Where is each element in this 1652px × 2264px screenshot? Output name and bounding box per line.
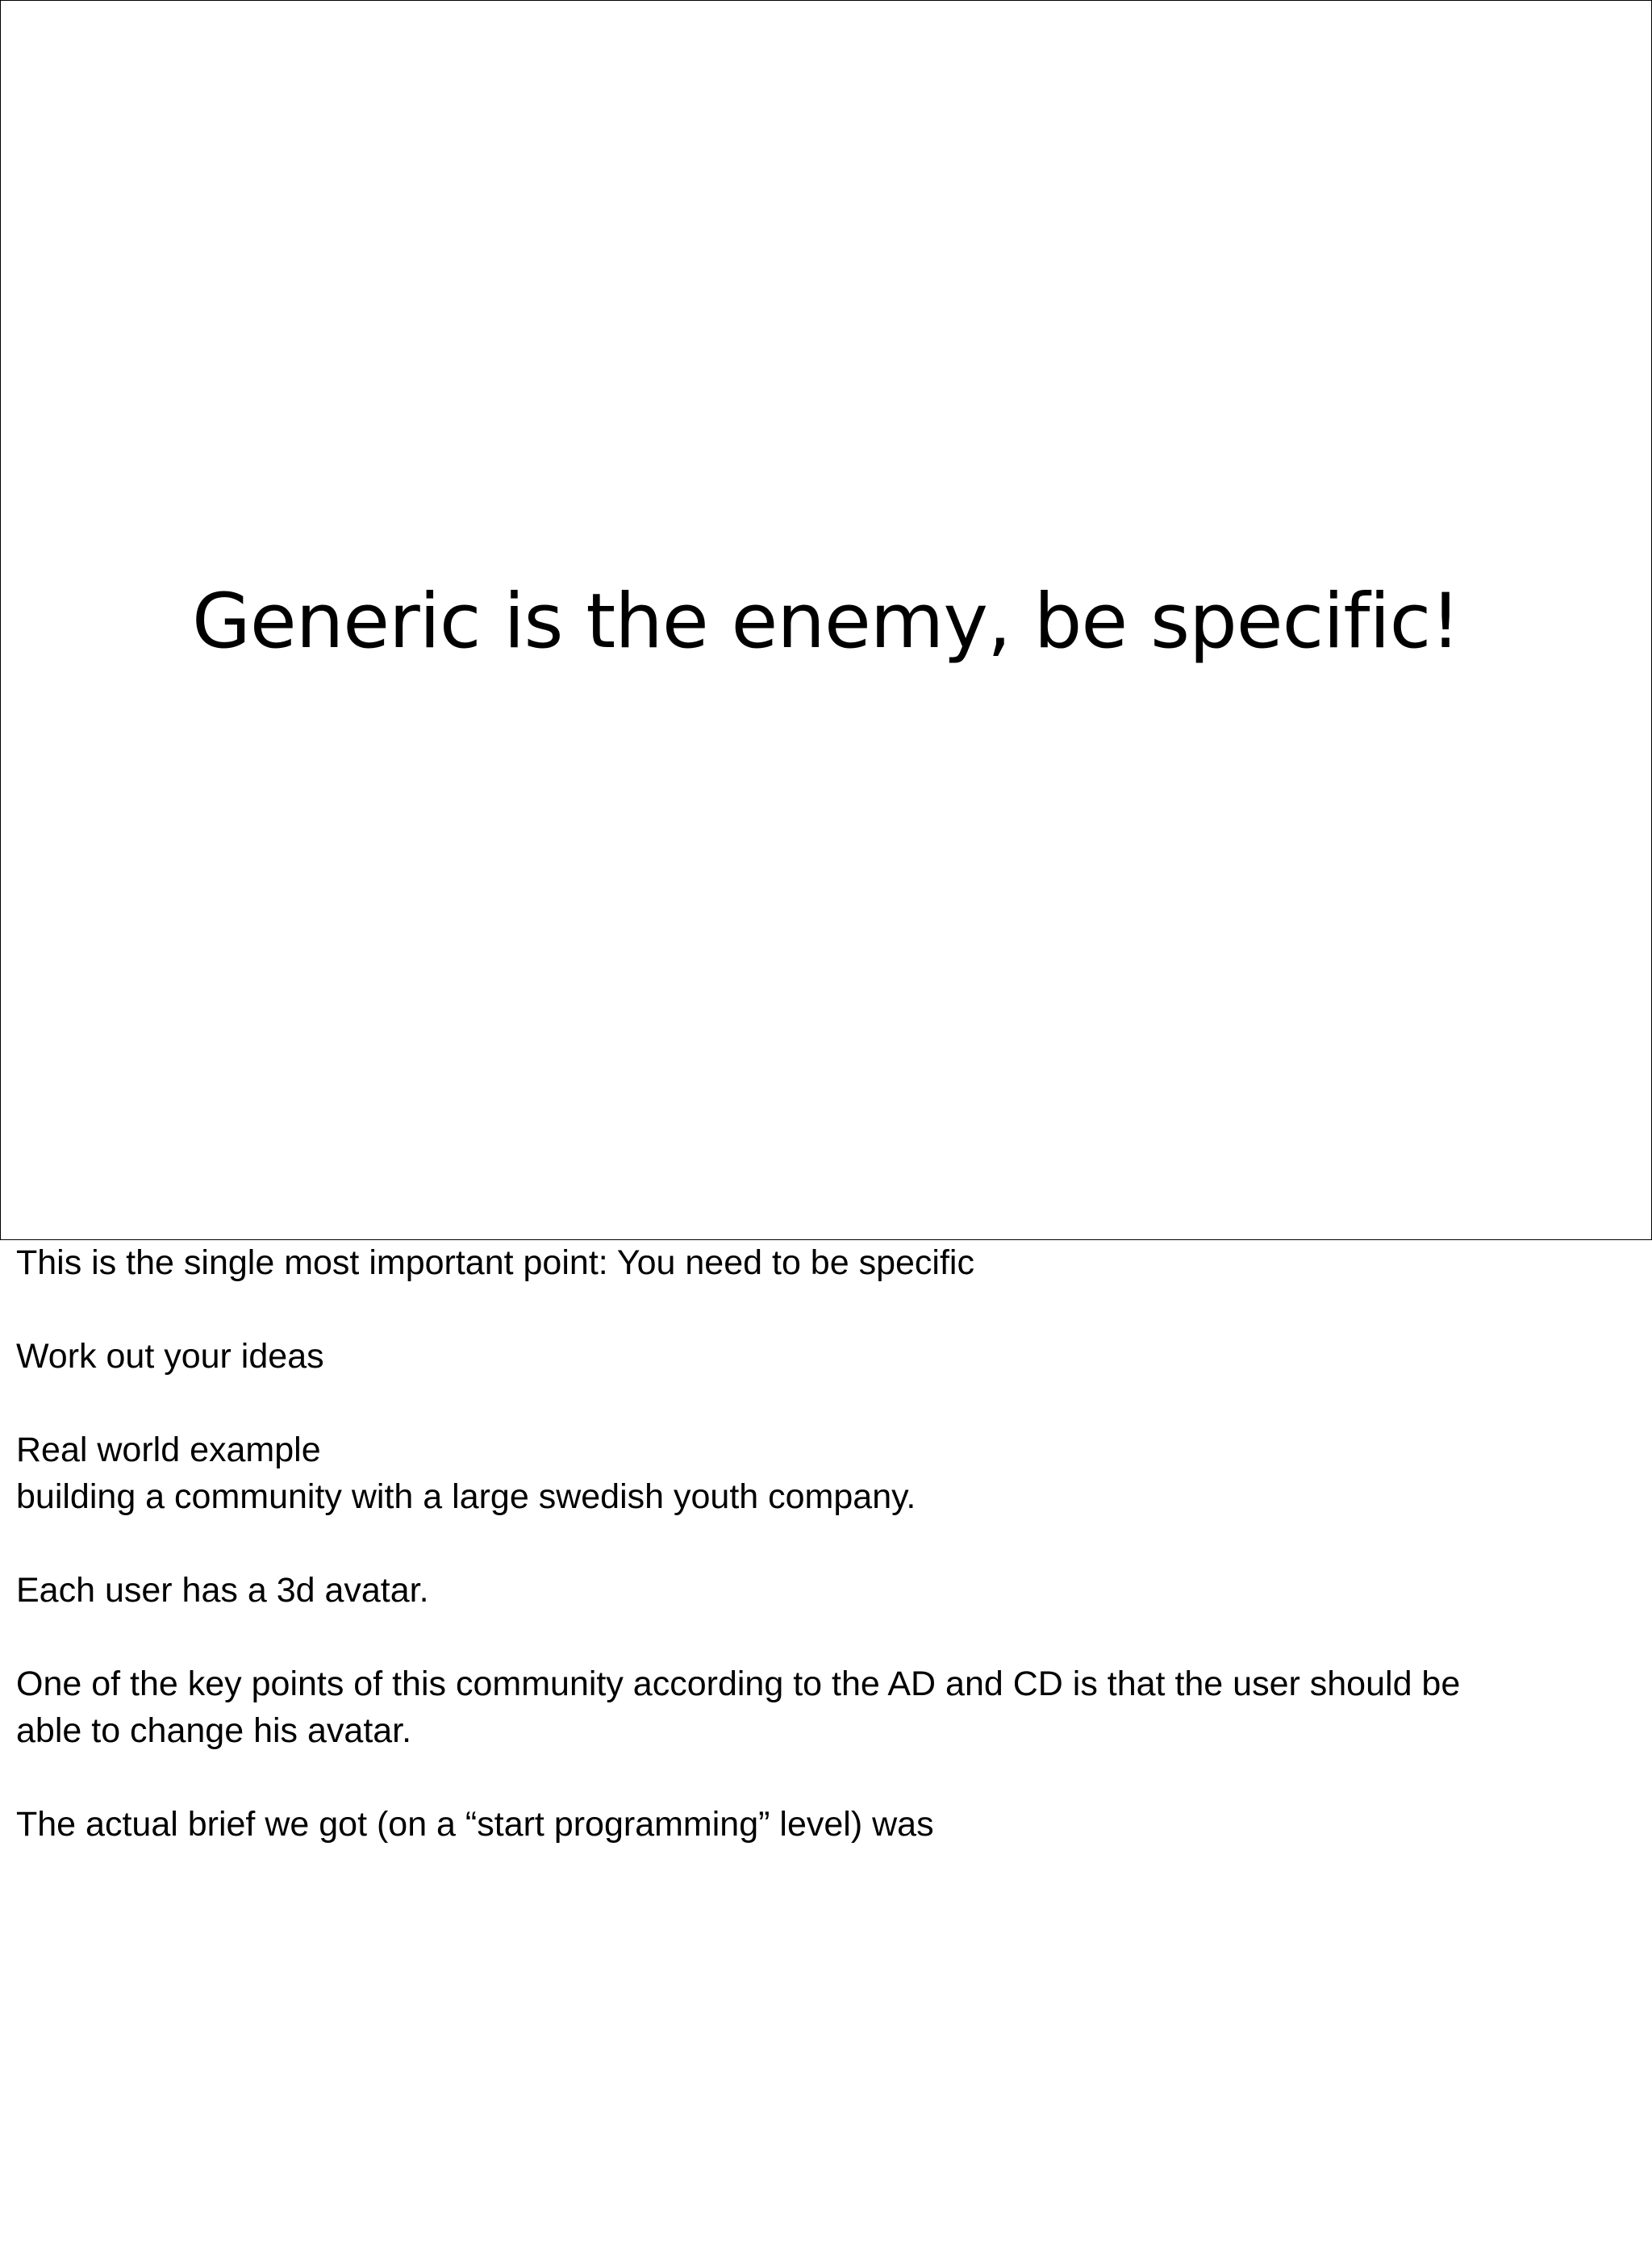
notes-line: building a community with a large swedish youth company. [16, 1477, 916, 1516]
notes-paragraph [16, 1333, 1637, 1380]
notes-line: This is the single most important point: You need to be specific [16, 1243, 974, 1282]
notes-line: One of the key points of this community according to the AD and CD is that the user should be [16, 1665, 1461, 1703]
notes-paragraph [16, 1239, 1637, 1286]
slide-title: Generic is the enemy, be specific! [192, 578, 1460, 666]
notes-paragraph [16, 1801, 1637, 1848]
notes-paragraph [16, 1426, 1637, 1520]
notes-line: Real world example [16, 1431, 321, 1469]
notes-line: able to change his avatar. [16, 1711, 412, 1750]
notes-paragraph [16, 1567, 1637, 1614]
notes-paragraph [16, 1660, 1637, 1754]
speaker-notes [16, 1239, 1637, 1894]
notes-line: Each user has a 3d avatar. [16, 1571, 429, 1610]
notes-line: Work out your ideas [16, 1337, 324, 1376]
notes-line: The actual brief we got (on a “start programming” level) was [16, 1805, 934, 1844]
